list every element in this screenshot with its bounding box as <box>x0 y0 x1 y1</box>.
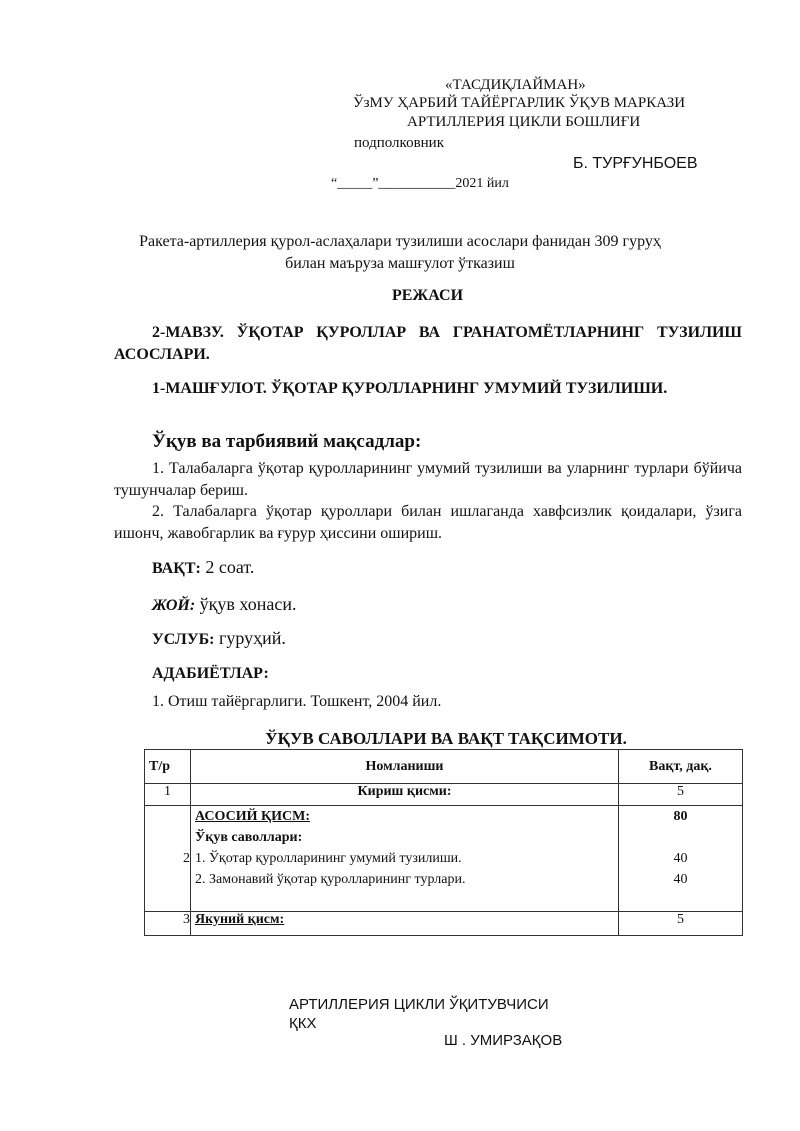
row-num: 1 <box>145 784 191 806</box>
row-time: 5 <box>619 912 743 936</box>
goal-item-1: 1. Талабаларга ўқотар қуролларининг умумий тузилиши ва уларнинг турлари бўйича тушунчалар бериш. <box>114 460 742 499</box>
method-line <box>152 628 286 649</box>
approval-title: «ТАСДИҚЛАЙМАН» <box>445 77 586 93</box>
row-content <box>191 806 619 912</box>
table-header-row <box>145 750 743 784</box>
question-time-1: 40 <box>673 851 688 866</box>
approval-position: АРТИЛЛЕРИЯ ЦИКЛИ БОШЛИҒИ <box>407 114 641 130</box>
question-item-2: 2. Замонавий ўқотар қуролларининг турлари. <box>195 872 466 887</box>
table-row <box>145 806 743 912</box>
method-value: гуруҳий. <box>218 628 286 648</box>
row-num: 2 <box>145 806 191 912</box>
question-time-2: 40 <box>673 872 688 887</box>
goals-heading: Ўқув ва тарбиявий мақсадлар: <box>152 431 422 452</box>
literature-item-1: 1. Отиш тайёргарлиги. Тошкент, 2004 йил. <box>152 693 442 710</box>
place-value: ўқув хонаси. <box>199 594 297 614</box>
intro-line-1: Ракета-артиллерия қурол-аслаҳалари тузилиши асослари фанидан 309 гуруҳ <box>139 233 661 250</box>
intro-line-2: билан маъруза машғулот ўтказиш <box>285 255 515 272</box>
table-row <box>145 784 743 806</box>
row-time: 5 <box>619 784 743 806</box>
literature-heading: АДАБИЁТЛАР: <box>152 665 269 682</box>
table-title: ЎҚУВ САВОЛЛАРИ ВА ВАҚТ ТАҚСИМОТИ. <box>265 729 627 748</box>
header-num: Т/р <box>145 750 191 784</box>
time-distribution-table <box>144 749 743 936</box>
time-value: 2 соат. <box>205 557 255 577</box>
header-name: Номланиши <box>191 750 619 784</box>
time-label: ВАҚТ: <box>152 560 201 577</box>
questions-label: Ўқув саволлари: <box>195 830 303 845</box>
lesson-heading: 1-МАШҒУЛОТ. ЎҚОТАР ҚУРОЛЛАРНИНГ УМУМИЙ ТУЗИЛИШИ. <box>152 380 668 397</box>
main-section-time: 80 <box>673 809 688 824</box>
signature-position: АРТИЛЛЕРИЯ ЦИКЛИ ЎҚИТУВЧИСИ <box>289 996 549 1013</box>
signature-rank: ҚКХ <box>289 1015 317 1032</box>
table-row <box>145 912 743 936</box>
approval-name: Б. ТУРҒУНБОЕВ <box>573 155 698 172</box>
approval-org: ЎзМУ ҲАРБИЙ ТАЙЁРГАРЛИК ЎҚУВ МАРКАЗИ <box>353 95 686 111</box>
main-section-label: АСОСИЙ ҚИСМ: <box>195 809 311 824</box>
time-line <box>152 557 254 578</box>
question-item-1: 1. Ўқотар қуролларининг умумий тузилиши. <box>195 851 462 866</box>
header-time: Вақт, дақ. <box>619 750 743 784</box>
plan-title: РЕЖАСИ <box>391 287 464 304</box>
approval-rank: подполковник <box>354 135 444 151</box>
signature-name: Ш . УМИРЗАҚОВ <box>444 1032 563 1049</box>
row-num: 3 <box>145 912 191 936</box>
row-name: Кириш қисми: <box>191 784 619 806</box>
row-time <box>619 806 743 912</box>
goal-item-2: 2. Талабаларга ўқотар қуроллари билан ишлаганда хавфсизлик қоидалари, ўзига ишонч, жавобгарлик ва ғурур ҳиссини ошириш. <box>114 503 742 542</box>
place-line <box>152 594 296 615</box>
method-label: УСЛУБ: <box>152 631 215 648</box>
row-name: Якуний қисм: <box>191 912 619 936</box>
place-label: ЖОЙ: <box>152 597 196 614</box>
approval-date: “_____”___________2021 йил <box>331 176 509 191</box>
topic-heading: 2-МАВЗУ. ЎҚОТАР ҚУРОЛЛАР ВА ГРАНАТОМЁТЛАРНИНГ ТУЗИЛИШ АСОСЛАРИ. <box>114 324 742 363</box>
